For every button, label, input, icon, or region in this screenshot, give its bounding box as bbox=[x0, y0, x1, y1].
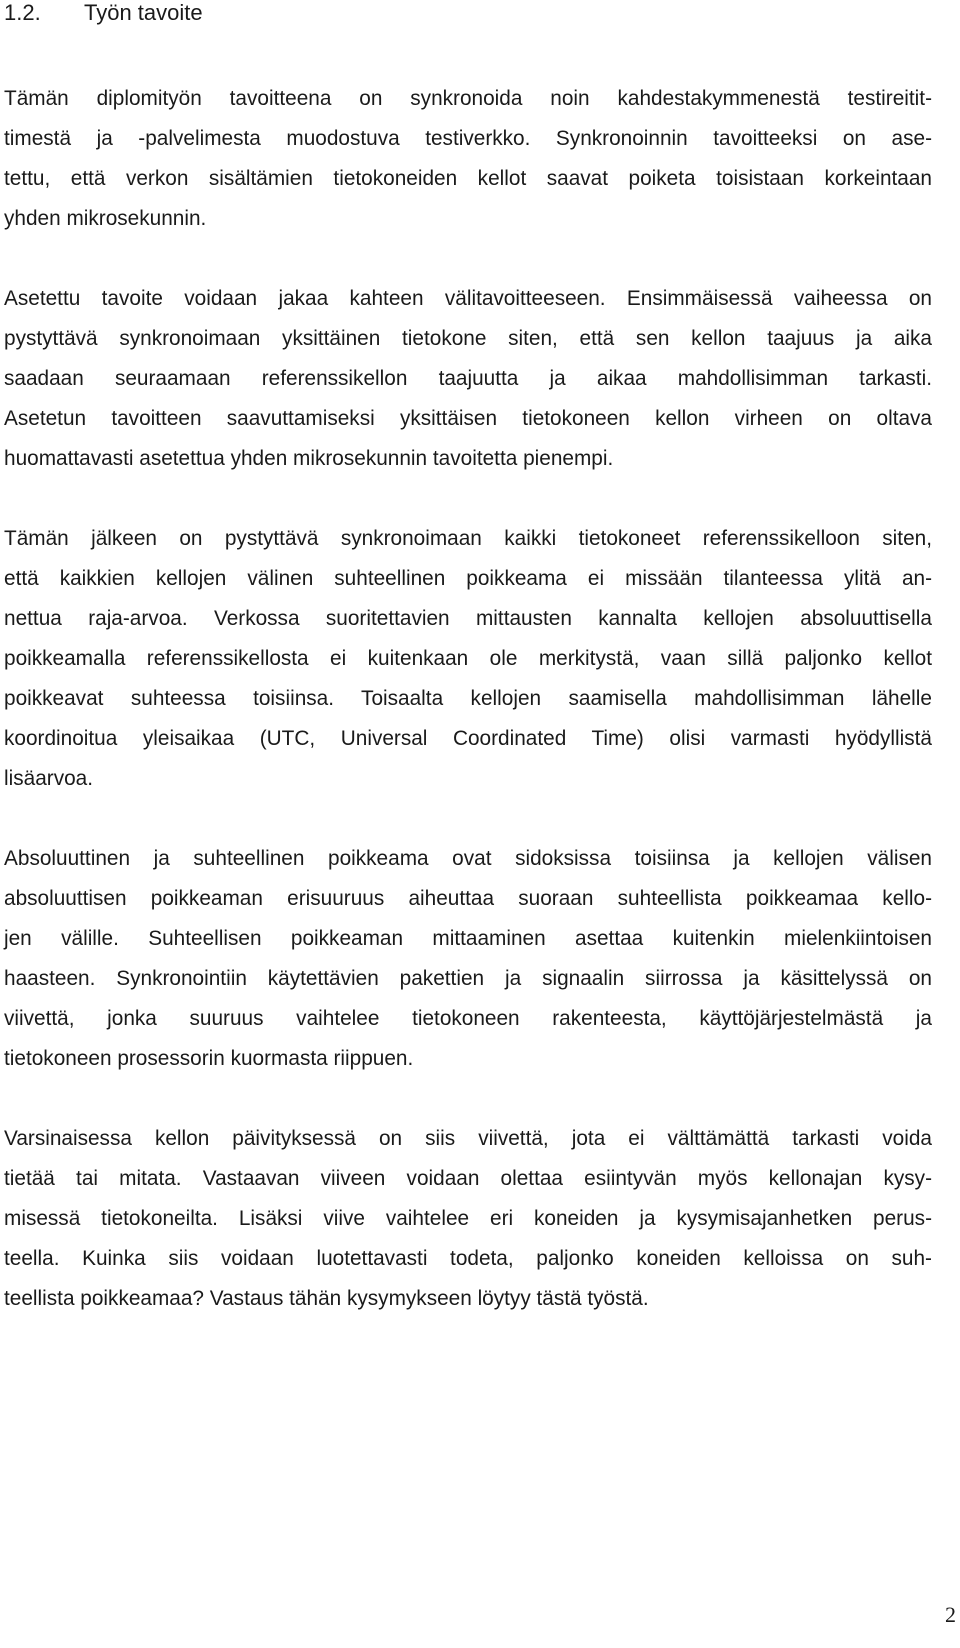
text-line: koordinoitua yleisaikaa (UTC, Universal Coordinated Time) olisi varmasti hyödyllistä bbox=[4, 727, 932, 750]
section-heading bbox=[4, 0, 203, 26]
section-title: Työn tavoite bbox=[84, 0, 203, 25]
text-line: huomattavasti asetettua yhden mikrosekunnin tavoitetta pienempi. bbox=[4, 447, 614, 470]
text-line: tettu, että verkon sisältämien tietokoneiden kellot saavat poiketa toisistaan korkeintaan bbox=[4, 167, 932, 190]
text-line: misessä tietokoneilta. Lisäksi viive vaihtelee eri koneiden ja kysymisajanhetken perus- bbox=[4, 1207, 932, 1230]
page-number: 2 bbox=[945, 1602, 956, 1627]
text-line: haasteen. Synkronointiin käytettävien pakettien ja signaalin siirrossa ja käsittelyssä on bbox=[4, 967, 932, 990]
text-line: Varsinaisessa kellon päivityksessä on siis viivettä, jota ei välttämättä tarkasti voida bbox=[4, 1127, 932, 1150]
text-line: poikkeavat suhteessa toisiinsa. Toisaalta kellojen saamisella mahdollisimman lähelle bbox=[4, 687, 932, 710]
text-line: Tämän diplomityön tavoitteena on synkronoida noin kahdestakymmenestä testireitit- bbox=[4, 87, 932, 110]
text-line: jen välille. Suhteellisen poikkeaman mittaaminen asettaa kuitenkin mielenkiintoisen bbox=[4, 927, 932, 950]
body-text bbox=[4, 79, 932, 1359]
text-line: poikkeamalla referenssikellosta ei kuitenkaan ole merkitystä, vaan sillä paljonko kellot bbox=[4, 647, 932, 670]
text-line: timestä ja -palvelimesta muodostuva testiverkko. Synkronoinnin tavoitteeksi on ase- bbox=[4, 127, 932, 150]
text-line: absoluuttisen poikkeaman erisuuruus aiheuttaa suoraan suhteellista poikkeamaa kello- bbox=[4, 887, 932, 910]
section-number: 1.2. bbox=[4, 0, 41, 25]
text-line: Tämän jälkeen on pystyttävä synkronoimaan kaikki tietokoneet referenssikelloon siten, bbox=[4, 527, 932, 550]
text-line: lisäarvoa. bbox=[4, 767, 94, 790]
text-line: teella. Kuinka siis voidaan luotettavasti todeta, paljonko koneiden kelloissa on suh- bbox=[4, 1247, 932, 1270]
text-line: että kaikkien kellojen välinen suhteellinen poikkeama ei missään tilanteessa ylitä an- bbox=[4, 567, 932, 590]
paragraph-5 bbox=[4, 1119, 932, 1319]
text-line: nettua raja-arvoa. Verkossa suoritettavien mittausten kannalta kellojen absoluuttisella bbox=[4, 607, 932, 630]
text-line: saadaan seuraamaan referenssikellon taajuutta ja aikaa mahdollisimman tarkasti. bbox=[4, 367, 932, 390]
text-line: Asetettu tavoite voidaan jakaa kahteen välitavoitteeseen. Ensimmäisessä vaiheessa on bbox=[4, 287, 932, 310]
paragraph-2 bbox=[4, 279, 932, 479]
text-line: pystyttävä synkronoimaan yksittäinen tietokone siten, että sen kellon taajuus ja aika bbox=[4, 327, 932, 350]
text-line: tietokoneen prosessorin kuormasta riippuen. bbox=[4, 1047, 414, 1070]
text-line: yhden mikrosekunnin. bbox=[4, 207, 207, 230]
text-line: viivettä, jonka suuruus vaihtelee tietokoneen rakenteesta, käyttöjärjestelmästä ja bbox=[4, 1007, 932, 1030]
text-line: Asetetun tavoitteen saavuttamiseksi yksittäisen tietokoneen kellon virheen on oltava bbox=[4, 407, 932, 430]
paragraph-3 bbox=[4, 519, 932, 799]
paragraph-4 bbox=[4, 839, 932, 1079]
text-line: Absoluuttinen ja suhteellinen poikkeama ovat sidoksissa toisiinsa ja kellojen välisen bbox=[4, 847, 932, 870]
paragraph-1 bbox=[4, 79, 932, 239]
text-line: tietää tai mitata. Vastaavan viiveen voidaan olettaa esiintyvän myös kellonajan kysy- bbox=[4, 1167, 932, 1190]
text-line: teellista poikkeamaa? Vastaus tähän kysymykseen löytyy tästä työstä. bbox=[4, 1287, 649, 1310]
